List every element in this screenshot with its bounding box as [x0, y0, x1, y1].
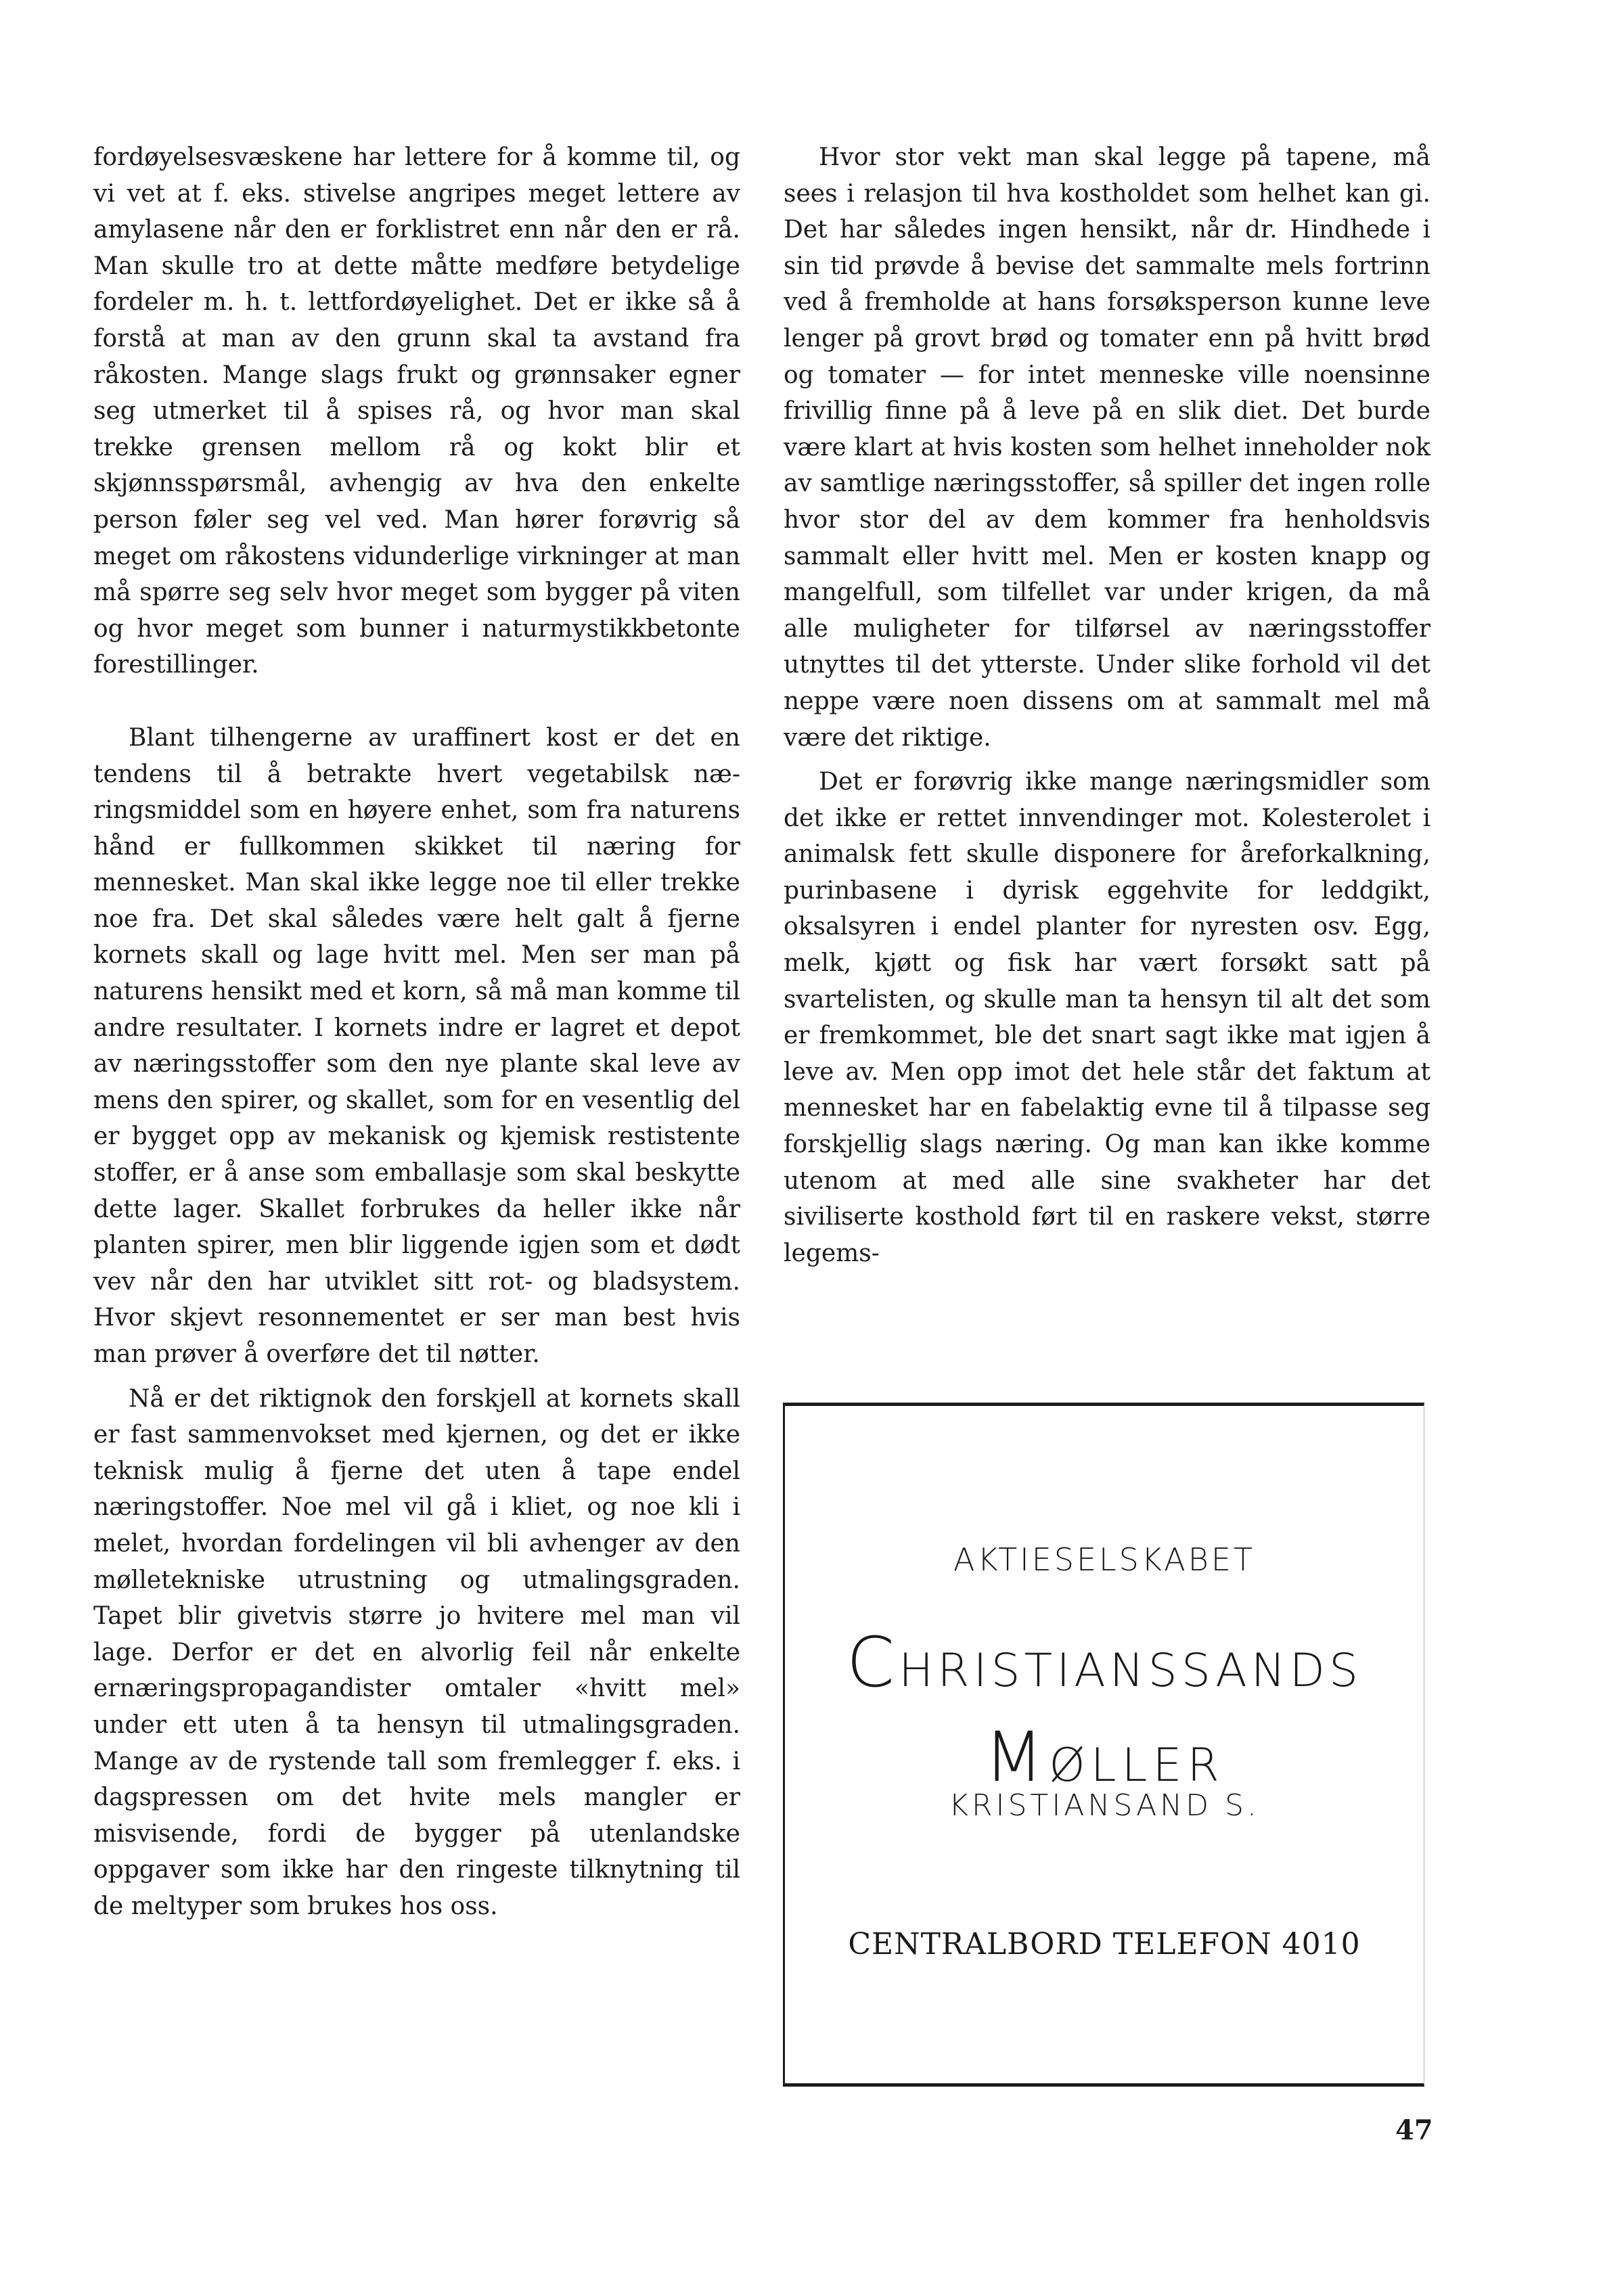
paragraph: Blant tilhengerne av uraffinert kost er det en tendens til å betrakte hvert vegetabilsk næringsmiddel som en høyere enhet, som fra naturens hånd er fullkommen skikket til næring for mennesket. Man skal ikke legge noe til eller trekke noe fra. Det skal således være helt galt å fjerne kornets skall og lage hvitt mel. Men ser man på naturens hensikt med et korn, så må man komme til andre resultater. I kornets indre er lagret et depot av næringsstoffer som den nye plante skal leve av mens den spirer, og skallet, som for en vesentlig del er bygget opp av mekanisk og kjemisk restistente stoffer, er å anse som emballasje som skal beskytte dette lager. Skallet forbrukes da heller ikke når planten spirer, men blir liggende igjen som et dødt vev når den har utviklet sitt rot- og bladsystem. Hvor skjevt resonnementet er ser man best hvis man prøver å overføre det til nøtter.	[93, 723, 740, 1368]
right-column	[784, 139, 1430, 1271]
ad-initial-c: C	[846, 1622, 899, 1703]
paragraph: fordøyelsesvæskene har lettere for å komme til, og vi vet at f. eks. stivelse angripes meget lettere av amylasene når den er forklistret enn når den er rå. Man skulle tro at dette måtte medføre betydelige fordeler m. h. t. lettfordøyelighet. Det er ikke så å forstå at man av den grunn skal ta avstand fra råkosten. Mange slags frukt og grønnsaker egner seg utmerket til å spises rå, og hvor man skal trekke grensen mellom rå og kokt blir et skjønnsspørsmål, avhengig av hva den enkelte person føler seg vel ved. Man hører forøvrig så meget om råkostens vidunderlige virkninger at man må spørre seg selv hvor meget som bygger på viten og hvor meget som bunner i naturmystikkbetonte forestillinger.	[93, 143, 740, 679]
paragraph: Hvor stor vekt man skal legge på tapene, må sees i relasjon til hva kostholdet som helhet kan gi. Det har således ingen hensikt, når dr. Hindhede i sin tid prøvde å bevise det sammalte mels fortrinn ved å fremholde at hans forsøksperson kunne leve lenger på grovt brød og tomater enn på hvitt brød og tomater — for intet menneske ville noensinne frivillig finne på å leve på en slik diet. Det burde være klart at hvis kosten som helhet inneholder nok av samtlige næringsstoffer, så spiller det ingen rolle hvor stor del av dem kommer fra henholdsvis sammalt eller hvitt mel. Men er kosten knapp og mangelfull, som tilfellet var under krigen, da må alle muligheter for tilførsel av næringsstoffer utnyttes til det ytterste. Under slike forhold vil det neppe være noen dissens om at sammalt mel må være det riktige.	[784, 143, 1430, 752]
page-number: 47	[1395, 2114, 1433, 2146]
advertisement-box	[783, 1403, 1424, 2087]
left-column	[93, 139, 740, 1925]
ad-name1-rest: HRISTIANSSANDS	[899, 1644, 1363, 1698]
ad-name2-rest: ØLLER	[1049, 1739, 1225, 1792]
ad-initial-m: M	[984, 1717, 1050, 1798]
ad-company-name-line2	[785, 1717, 1424, 1798]
ad-pre-title: AKTIESELSKABET	[953, 1541, 1255, 1578]
ad-city: KRISTIANSAND S.	[949, 1788, 1260, 1823]
ad-company-name-line1	[785, 1622, 1424, 1703]
paragraph: Det er forøvrig ikke mange næringsmidler som det ikke er rettet innvendinger mot. Kolesterolet i animalsk fett skulle disponere for åreforkalkning, purinbasene i dyrisk eggehvite for leddgikt, oksalsyren i endel planter for nyresten osv. Egg, melk, kjøtt og fisk har vært forsøkt satt på svartelisten, og skulle man ta hensyn til alt det som er fremkommet, ble det snart sagt ikke mat igjen å leve av. Men opp imot det hele står det faktum at mennesket har en fabelaktig evne til å tilpasse seg forskjellig slags næring. Og man kan ikke komme utenom at med alle sine svakheter har det siviliserte kosthold ført til en raskere vekst, større legems-	[784, 768, 1430, 1267]
ad-phone: CENTRALBORD TELEFON 4010	[848, 1927, 1361, 1961]
paragraph: Nå er det riktignok den forskjell at kornets skall er fast sammenvokset med kjernen, og det er ikke teknisk mulig å fjerne det uten å tape endel næringstoffer. Noe mel vil gå i kliet, og noe kli i melet, hvordan fordelingen vil bli avhenger av den mølletekniske utrustning og utmalingsgraden. Tapet blir givetvis større jo hvitere mel man vil lage. Derfor er det en alvorlig feil når enkelte ernæringspropagandister omtaler «hvitt mel» under ett uten å ta hensyn til utmalingsgraden. Mange av de rystende tall som fremlegger f. eks. i dagspressen om det hvite mels mangler er misvisende, fordi de bygger på utenlandske oppgaver som ikke har den ringeste tilknytning til de meltyper som brukes hos oss.	[93, 1384, 740, 1920]
